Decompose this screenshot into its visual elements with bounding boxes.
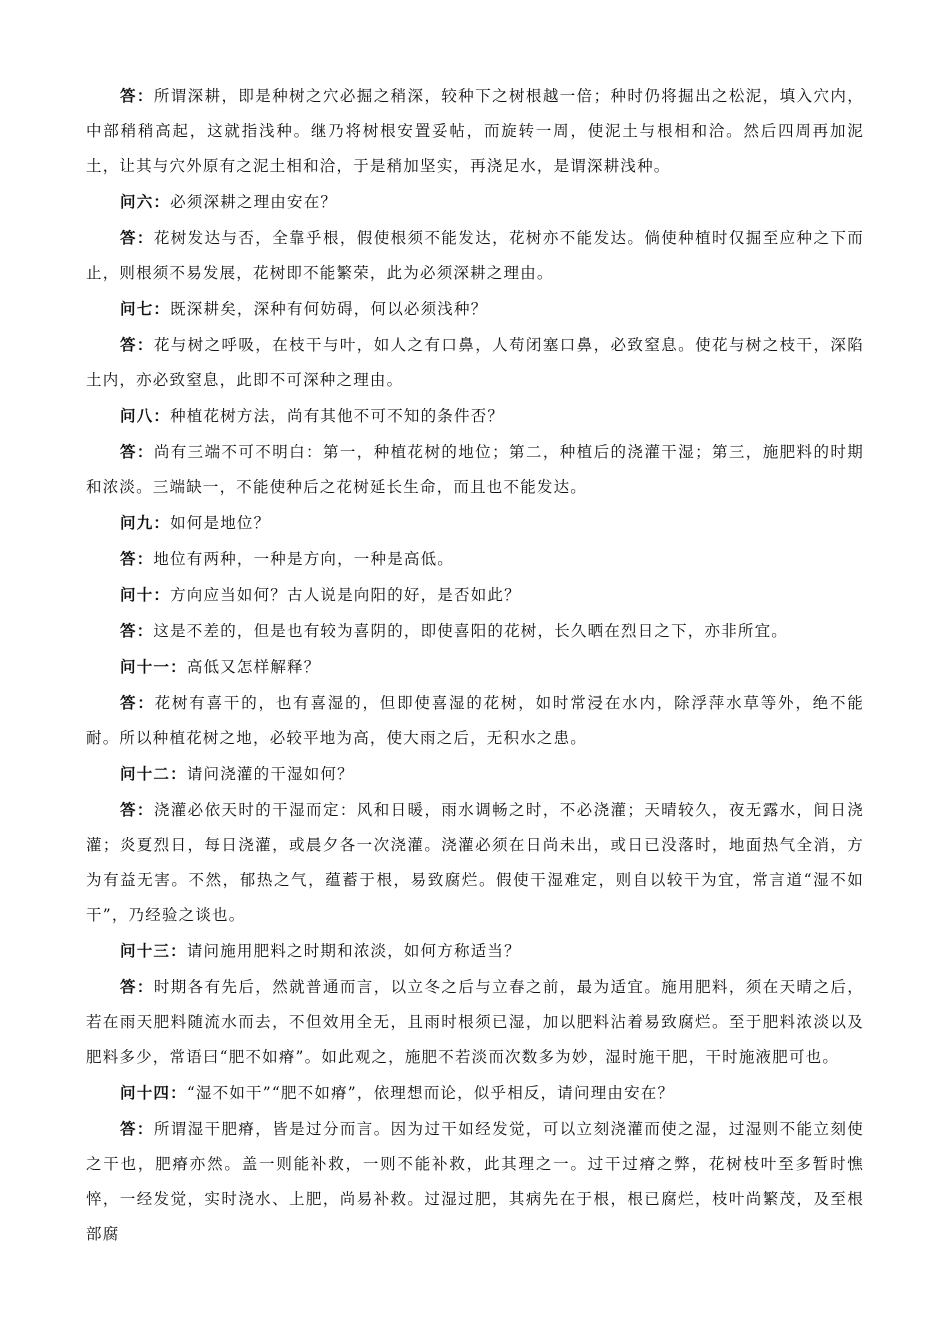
paragraph-text: 请问施用肥料之时期和浓淡，如何方称适当？ bbox=[186, 942, 521, 960]
paragraph-6 bbox=[86, 398, 864, 434]
answer-label: 答： bbox=[120, 335, 154, 354]
paragraph-text: 既深耕矣，深种有何妨碍，何以必须浅种？ bbox=[170, 300, 488, 318]
answer-label: 答： bbox=[120, 977, 154, 996]
paragraph-text: 方向应当如何？古人说是向阳的好，是否如此？ bbox=[170, 586, 521, 604]
paragraph-text: 时期各有先后，然就普通而言，以立冬之后与立春之前，最为适宜。施用肥料，须在天晴之后，若在雨天肥料随流水而去，不但效用全无，且雨时根须已湿，加以肥料沾着易致腐烂。至于肥料浓淡以及肥料多少，常语曰“肥不如瘠”。如此观之，施肥不若淡而次数多为妙，湿时施干肥，干时施液肥可也。 bbox=[86, 978, 864, 1066]
paragraph-18 bbox=[86, 1075, 864, 1111]
paragraph-1 bbox=[86, 78, 864, 184]
paragraph-text: 种植花树方法，尚有其他不可不知的条件否？ bbox=[170, 407, 505, 425]
paragraph-8 bbox=[86, 505, 864, 541]
answer-label: 答： bbox=[120, 693, 155, 712]
paragraph-17 bbox=[86, 969, 864, 1075]
answer-label: 答： bbox=[120, 228, 154, 247]
question-label: 问九： bbox=[120, 513, 171, 532]
paragraph-text: 所谓深耕，即是种树之穴必掘之稍深，较种下之树根越一倍；种时仍将掘出之松泥，填入穴内，中部稍稍高起，这就指浅种。继乃将树根安置妥帖，而旋转一周，使泥土与根相和洽。然后四周再加泥土，让其与穴外原有之泥土相和洽，于是稍加坚实，再浇足水，是谓深耕浅种。 bbox=[86, 87, 864, 175]
paragraph-4 bbox=[86, 291, 864, 327]
answer-label: 答： bbox=[120, 621, 154, 640]
paragraph-15 bbox=[86, 792, 864, 933]
question-label: 问六： bbox=[120, 192, 171, 211]
paragraph-2 bbox=[86, 184, 864, 220]
paragraph-19 bbox=[86, 1111, 864, 1252]
paragraph-text: 花树有喜干的，也有喜湿的，但即使喜湿的花树，如时常浸在水内，除浮萍水草等外，绝不能耐。所以种植花树之地，必较平地为高，使大雨之后，无积水之患。 bbox=[86, 694, 865, 747]
paragraph-text: 高低又怎样解释？ bbox=[186, 658, 321, 676]
answer-label: 答： bbox=[120, 1119, 154, 1138]
paragraph-5 bbox=[86, 327, 864, 398]
question-label: 问十四： bbox=[120, 1083, 187, 1102]
question-label: 问十二： bbox=[120, 764, 187, 783]
paragraph-9 bbox=[86, 541, 864, 577]
paragraph-3 bbox=[86, 220, 864, 291]
paragraph-14 bbox=[86, 756, 864, 792]
paragraph-text: 这是不差的，但是也有较为喜阴的，即使喜阳的花树，长久晒在烈日之下，亦非所宜。 bbox=[153, 622, 789, 640]
paragraph-text: “湿不如干”“肥不如瘠”，依理想而论，似乎相反，请问理由安在？ bbox=[186, 1084, 675, 1102]
paragraph-text: 花与树之呼吸，在枝干与叶，如人之有口鼻，人苟闭塞口鼻，必致窒息。使花与树之枝干，深陷土内，亦必致窒息，此即不可深种之理由。 bbox=[86, 336, 864, 389]
answer-label: 答： bbox=[120, 86, 154, 105]
paragraph-text: 尚有三端不可不明白：第一，种植花树的地位；第二，种植后的浇灌干湿；第三，施肥料的时期和浓淡。三端缺一，不能使种后之花树延长生命，而且也不能发达。 bbox=[86, 443, 864, 496]
paragraph-10 bbox=[86, 577, 864, 613]
paragraph-12 bbox=[86, 649, 864, 685]
paragraph-13 bbox=[86, 685, 864, 756]
paragraph-text: 请问浇灌的干湿如何？ bbox=[186, 765, 354, 783]
paragraph-text: 花树发达与否，全靠乎根，假使根须不能发达，花树亦不能发达。倘使种植时仅掘至应种之下而止，则根须不易发展，花树即不能繁荣，此为必须深耕之理由。 bbox=[86, 229, 864, 282]
paragraph-text: 必须深耕之理由安在？ bbox=[170, 193, 338, 211]
paragraph-7 bbox=[86, 434, 864, 505]
paragraph-text: 浇灌必依天时的干湿而定：风和日暖，雨水调畅之时，不必浇灌；天晴较久，夜无露水，间日浇灌；炎夏烈日，每日浇灌，或晨夕各一次浇灌。浇灌必须在日尚未出，或日已没落时，地面热气全消，方为有益无害。不然，郁热之气，蕴蓄于根，易致腐烂。假使干湿难定，则自以较干为宜，常言道“湿不如干”，乃经验之谈也。 bbox=[86, 801, 864, 924]
paragraph-text: 地位有两种，一种是方向，一种是高低。 bbox=[153, 550, 455, 568]
question-label: 问七： bbox=[120, 299, 171, 318]
question-label: 问十： bbox=[120, 585, 171, 604]
paragraph-text: 所谓湿干肥瘠，皆是过分而言。因为过干如经发觉，可以立刻浇灌而使之湿，过湿则不能立刻使之干也，肥瘠亦然。盖一则能补救，一则不能补救，此其理之一。过干过瘠之弊，花树枝叶至多暂时憔悴，一经发觉，实时浇水、上肥，尚易补救。过湿过肥，其病先在于根，根已腐烂，枝叶尚繁茂，及至根部腐 bbox=[86, 1120, 864, 1243]
paragraph-16 bbox=[86, 933, 864, 969]
question-label: 问八： bbox=[120, 406, 171, 425]
question-label: 问十三： bbox=[120, 941, 187, 960]
paragraph-text: 如何是地位？ bbox=[170, 514, 271, 532]
answer-label: 答： bbox=[120, 442, 154, 461]
question-label: 问十一： bbox=[120, 657, 187, 676]
answer-label: 答： bbox=[120, 549, 154, 568]
paragraph-11 bbox=[86, 613, 864, 649]
answer-label: 答： bbox=[120, 800, 154, 819]
